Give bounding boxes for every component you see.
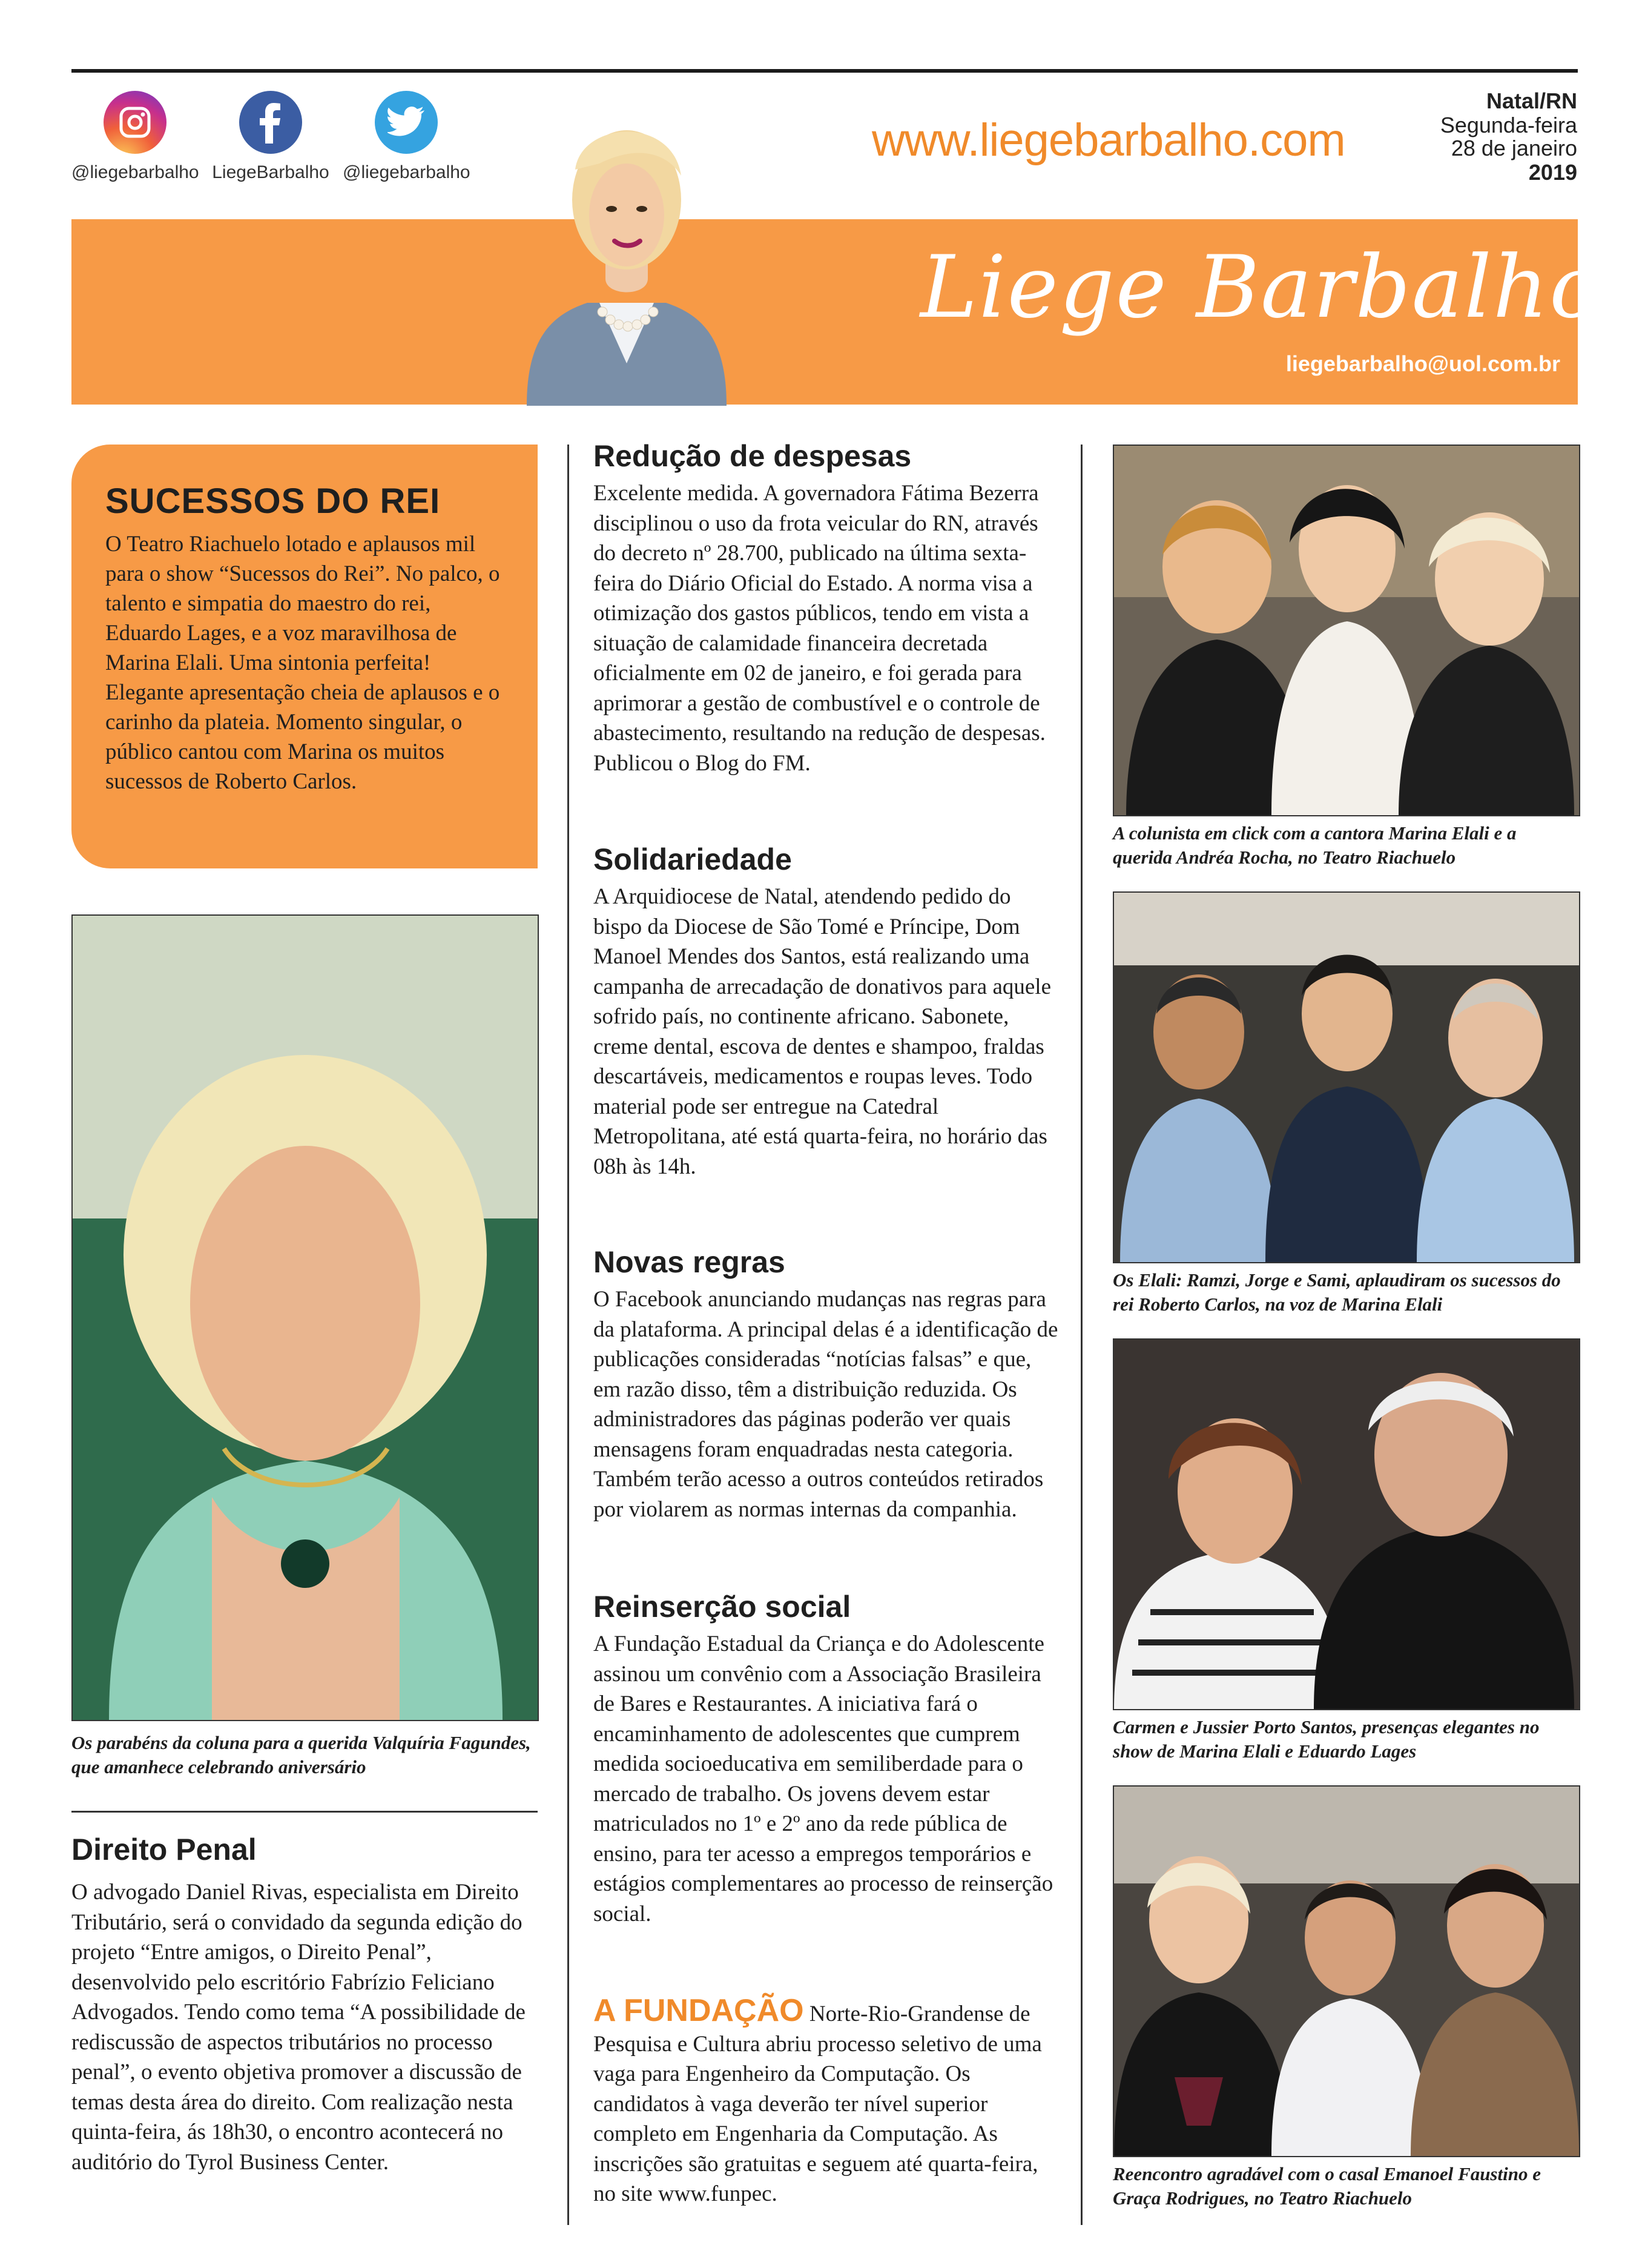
highlight-title: SUCESSOS DO REI: [105, 481, 441, 521]
photo-marina-elali: [1113, 445, 1580, 816]
social-instagram[interactable]: [71, 91, 199, 183]
column-rule-left: [567, 445, 569, 2225]
penal-text: O advogado Daniel Rivas, especialista em Direito Tributário, será o convidado da segunda edição do projeto “Entre amigos, o Direito Penal”, desenvolvido pelo escritório Fabrízio Feliciano Advogados. Tendo como tema “A possibilidade de rediscussão de aspectos tributários no processo penal”, o evento objetiva promover a discussão de temas desta área do direito. Com realização nesta quinta-feira, ás 18h30, o encontro acontecerá no auditório do Tyrol Business Center.: [71, 1880, 526, 2175]
highlight-box: [71, 445, 538, 868]
penal-title: Direito Penal: [71, 1833, 257, 1866]
photo-caption-2: Os Elali: Ramzi, Jorge e Sami, aplaudiram os sucessos do rei Roberto Carlos, na voz de Marina Elali: [1113, 1269, 1561, 1315]
photo-caption-1: A colunista em click com a cantora Marina Elali e a querida Andréa Rocha, no Teatro Riachuelo: [1113, 822, 1517, 868]
section-title-reinsercao: Reinserção social: [593, 1590, 851, 1624]
facebook-icon[interactable]: [239, 91, 302, 154]
top-rule: [71, 69, 1578, 73]
section-text-solidariedade: A Arquidiocese de Natal, atendendo pedido do bispo da Diocese de São Tomé e Príncipe, Dom Manoel Mendes dos Santos, está realizando uma campanha de arrecadação de donativos para aquele sofrido país, no continente africano. Sabonete, creme dental, escova de dentes e shampoo, fraldas descartáveis, medicamentos e roupas leves. Todo material pode ser entregue na Catedral Metropolitana, até está quarta-feira, no horário das 08h às 14h.: [593, 884, 1052, 1179]
instagram-handle: @liegebarbalho: [71, 162, 199, 182]
facebook-handle: LiegeBarbalho: [212, 162, 329, 182]
section-title-novas-regras: Novas regras: [593, 1245, 785, 1279]
year-label: 2019: [1528, 160, 1577, 185]
divider: [71, 1811, 538, 1813]
photo-porto-santos: [1113, 1338, 1580, 1710]
fundacao-lead: A FUNDAÇÃO: [593, 1993, 804, 2028]
date-block: [1440, 88, 1577, 185]
section-title-solidariedade: Solidariedade: [593, 842, 792, 876]
photo-valquiria: [71, 914, 539, 1721]
section-title-reducao: Redução de despesas: [593, 439, 912, 473]
section-text-novas-regras: O Facebook anunciando mudanças nas regras para da plataforma. A principal delas é a identificação de publicações consideradas “notícias falsas” e que, em razão disso, têm a distribuição reduzida. Os administradores das páginas poderão ver quais mensagens foram enquadradas nesta categoria. Também terão acesso a outros conteúdos retirados por violarem as normas internas da companhia.: [593, 1287, 1058, 1522]
fundacao-text: Norte-Rio-Grandense de Pesquisa e Cultura abriu processo seletivo de uma vaga para Engenheiro da Computação. Os candidatos à vaga deverão ter nível superior completo em Engenharia da Computação. As inscrições são gratuitas e seguem até quarta-feira, no site www.funpec.: [593, 2002, 1042, 2206]
columnist-portrait: [515, 79, 739, 406]
columnist-name: Liege Barbalho: [920, 237, 1603, 337]
columnist-email[interactable]: liegebarbalho@uol.com.br: [1285, 351, 1560, 376]
photo-caption-valquiria: Os parabéns da coluna para a querida Valquíria Fagundes, que amanhece celebrando aniversário: [71, 1732, 531, 1777]
social-facebook[interactable]: [207, 91, 334, 183]
twitter-handle: @liegebarbalho: [343, 162, 470, 182]
section-fundacao: [593, 1993, 1060, 2209]
date-label: 28 de janeiro: [1451, 136, 1577, 160]
photo-caption-3: Carmen e Jussier Porto Santos, presenças elegantes no show de Marina Elali e Eduardo Lages: [1113, 1716, 1540, 1762]
weekday-label: Segunda-feira: [1440, 113, 1577, 137]
section-text-reducao: Excelente medida. A governadora Fátima Bezerra disciplinou o uso da frota veicular do RN, através do decreto nº 28.700, publicado na última sexta-feira do Diário Oficial do Estado. A norma visa a otimização dos gastos públicos, tendo em vista a situação de calamidade financeira decretada oficialmente em 02 de janeiro, e foi gerada para aprimorar a gestão de combustível e o controle de abastecimento, resultando na redução de despesas. Publicou o Blog do FM.: [593, 481, 1046, 776]
instagram-icon[interactable]: [104, 91, 166, 154]
twitter-icon[interactable]: [375, 91, 438, 154]
photo-os-elali: [1113, 891, 1580, 1263]
photo-caption-4: Reencontro agradável com o casal Emanoel Faustino e Graça Rodrigues, no Teatro Riachuelo: [1113, 2163, 1541, 2209]
website-url[interactable]: www.liegebarbalho.com: [872, 114, 1345, 166]
highlight-text: O Teatro Riachuelo lotado e aplausos mil para o show “Sucessos do Rei”. No palco, o talento e simpatia do maestro do rei, Eduardo Lages, e a voz maravilhosa de Marina Elali. Uma sintonia perfeita! Elegante apresentação cheia de aplausos e o carinho da plateia. Momento singular, o público cantou com Marina os muitos sucessos de Roberto Carlos.: [105, 532, 500, 794]
city-label: Natal/RN: [1486, 88, 1577, 113]
social-twitter[interactable]: [343, 91, 470, 183]
photo-emanoel-graca: [1113, 1785, 1580, 2157]
column-rule-right: [1081, 445, 1083, 2225]
section-text-reinsercao: A Fundação Estadual da Criança e do Adolescente assinou um convênio com a Associação Brasileira de Bares e Restaurantes. A iniciativa fará o encaminhamento de adolescentes que cumprem medida socioeducativa em semiliberdade para o mercado de trabalho. Os jovens devem estar matriculados no 1º e 2º ano da rede pública de ensino, para ter acesso a empregos temporários e estágios complementares ao processo de reinserção social.: [593, 1632, 1053, 1926]
